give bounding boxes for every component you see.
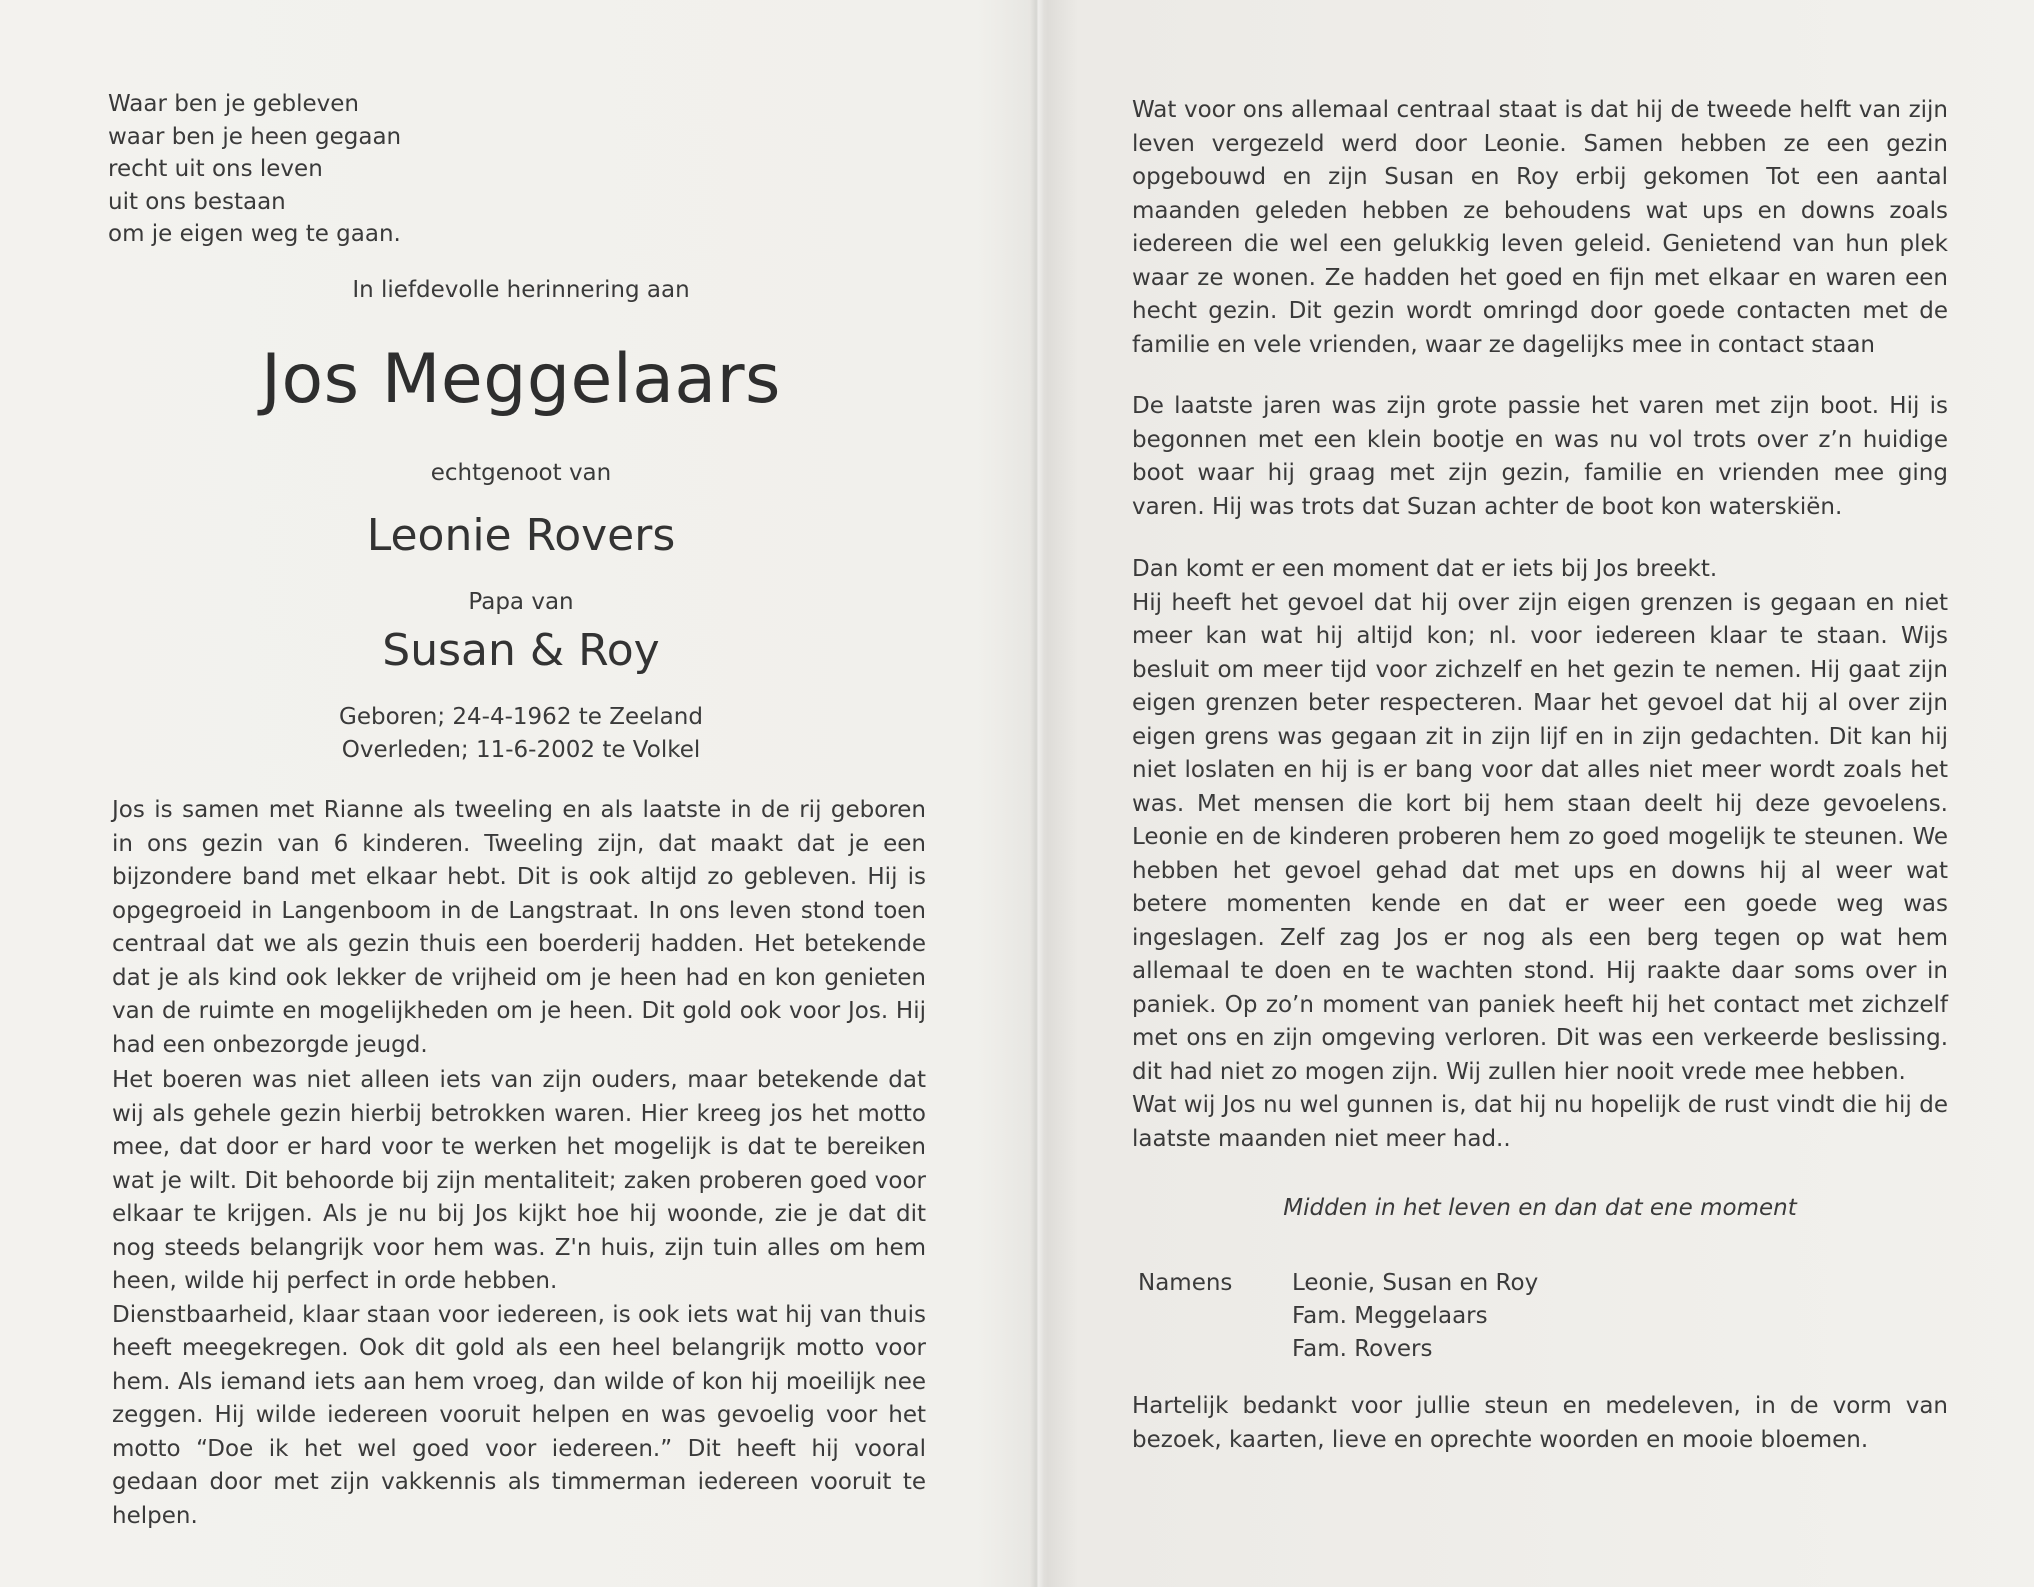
poem-line: om je eigen weg te gaan.	[108, 221, 401, 247]
motto: Midden in het leven en dan dat ene moment	[1283, 1195, 1797, 1221]
tribute-paragraph: De laatste jaren was zijn grote passie het varen met zijn boot. Hij is begonnen met een klein bootje en was nu vol trots over z’n huidige boot waar hij graag met zijn gezin, familie en vrienden mee ging varen. Hij was trots dat Suzan achter de boot kon waterskiën.	[1132, 393, 1948, 520]
death-date: Overleden; 11-6-2002 te Volkel	[341, 737, 701, 763]
closing-thanks: Hartelijk bedankt voor jullie steun en medeleven, in de vorm van bezoek, kaarten, lieve en oprechte woorden en mooie bloemen.	[1132, 1393, 1948, 1453]
namens-list	[1292, 1267, 1538, 1366]
namens-label: Namens	[1138, 1270, 1233, 1296]
poem-line: waar ben je heen gegaan	[108, 123, 402, 150]
tribute-paragraph: Hij heeft het gevoel dat hij over zijn eigen grenzen is gegaan en niet meer kan wat hij altijd kon; nl. voor iedereen klaar te staan. Wijs besluit om meer tijd voor zichzelf en het gezin te nemen. Hij gaat zijn eigen grenzen beter respecteren. Maar het gevoel dat hij al over zijn eigen grens was gegaan zit in zijn lijf en in zijn gedachten. Dit kan hij niet loslaten en hij is er bang voor dat alles niet meer wordt zoals het was. Met mensen die kort bij hem staan deelt hij deze gevoelens. Leonie en de kinderen proberen hem zo goed mogelijk te steunen. We hebben het gevoel gehad dat met ups en downs hij al weer wat betere momenten kende en dat er weer een goede weg was ingeslagen. Zelf zag Jos er nog als een berg tegen op wat hem allemaal te doen en te wachten stond. Hij raakte daar soms over in paniek. Op zo’n moment van paniek heeft hij het contact met zichzelf met ons en zijn omgeving verloren. Dit was een verkeerde beslissing. dit had niet zo mogen zijn. Wij zullen hier nooit vrede mee hebben.	[1132, 589, 1948, 1085]
children-names: Susan & Roy	[382, 625, 660, 676]
right-page	[1132, 0, 1948, 1587]
poem-line: recht uit ons leven	[108, 156, 323, 182]
bio-block	[112, 1064, 926, 1533]
poem-line: Waar ben je gebleven	[108, 91, 359, 117]
tribute-paragraph: Wat wij Jos nu wel gunnen is, dat hij nu hopelijk de rust vindt die hij de laatste maanden niet meer had..	[1132, 1092, 1948, 1152]
signatory: Fam. Meggelaars	[1292, 1303, 1488, 1329]
poem-line: uit ons bestaan	[108, 188, 286, 215]
tribute-block	[1132, 553, 1948, 1156]
center-fold	[1030, 0, 1044, 1587]
tribute-line: Dan komt er een moment dat er iets bij Jos breekt.	[1132, 556, 1718, 582]
intro-text: In liefdevolle herinnering aan	[352, 277, 690, 303]
signatory: Fam. Rovers	[1292, 1336, 1433, 1362]
poem	[108, 88, 401, 251]
birth-date: Geboren; 24-4-1962 te Zeeland	[339, 704, 703, 730]
bio-paragraph: Het boeren was niet alleen iets van zijn ouders, maar betekende dat wij als gehele gezin hierbij betrokken waren. Hier kreeg jos het motto mee, dat door er hard voor te werken het mogelijk is dat te bereiken wat je wilt. Dit behoorde bij zijn mentaliteit; zaken proberen goed voor elkaar te krijgen. Als je nu bij Jos kijkt hoe hij woonde, zie je dat dit nog steeds belangrijk voor hem was. Z'n huis, zijn tuin alles om hem heen, wilde hij perfect in orde hebben.	[112, 1067, 926, 1294]
relation-spouse: echtgenoot van	[430, 460, 612, 486]
signatory: Leonie, Susan en Roy	[1292, 1270, 1539, 1296]
spouse-name: Leonie Rovers	[366, 510, 676, 561]
life-dates	[108, 701, 934, 767]
bio-paragraph: Dienstbaarheid, klaar staan voor iedereen, is ook iets wat hij van thuis heeft meegekregen. Ook dit gold als een heel belangrijk motto voor hem. Als iemand iets aan hem vroeg, dan wilde of kon hij moeilijk nee zeggen. Hij wilde iedereen vooruit helpen en was gevoelig voor het motto “Doe ik het wel goed voor iedereen.” Dit heeft hij vooral gedaan door met zijn vakkennis als timmerman iedereen vooruit te helpen.	[112, 1301, 926, 1529]
tribute-paragraph: Wat voor ons allemaal centraal staat is dat hij de tweede helft van zijn leven vergezeld werd door Leonie. Samen hebben ze een gezin opgebouwd en zijn Susan en Roy erbij gekomen Tot een aantal maanden geleden hebben ze behoudens wat ups en downs zoals iedereen die wel een gelukkig leven geleid. Genietend van hun plek waar ze wonen. Ze hadden het goed en fijn met elkaar en waren een hecht gezin. Dit gezin wordt omringd door goede contacten met de familie en vele vrienden, waar ze dagelijks mee in contact staan	[1132, 97, 1948, 358]
left-page	[108, 0, 934, 1587]
bio-paragraph: Jos is samen met Rianne als tweeling en als laatste in de rij geboren in ons gezin van 6 kinderen. Tweeling zijn, dat maakt dat je een bijzondere band met elkaar hebt. Dit is ook altijd zo gebleven. Hij is opgegroeid in Langenboom in de Langstraat. In ons leven stond toen centraal dat we als gezin thuis een boerderij hadden. Het betekende dat je als kind ook lekker de vrijheid om je heen had en kon genieten van de ruimte en mogelijkheden om je heen. Dit gold ook voor Jos. Hij had een onbezorgde jeugd.	[112, 797, 926, 1058]
deceased-name: Jos Meggelaars	[261, 340, 781, 419]
relation-children: Papa van	[468, 589, 574, 615]
